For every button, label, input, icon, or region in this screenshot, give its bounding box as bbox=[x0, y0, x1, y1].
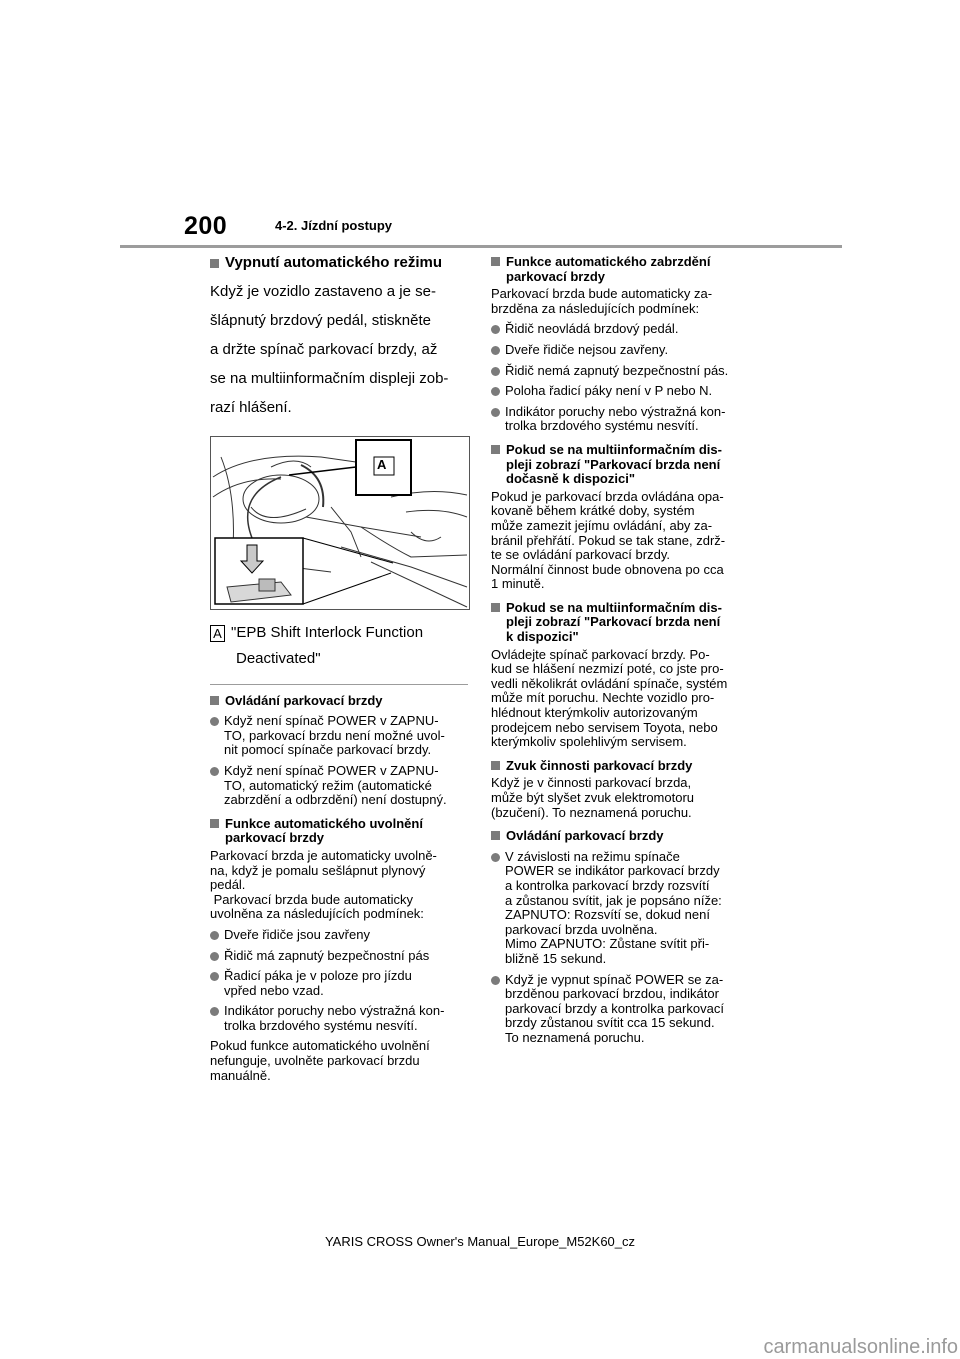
text-line: Řidič má zapnutý bezpečnostní pás bbox=[224, 947, 430, 963]
paragraph bbox=[210, 1039, 468, 1083]
text-line: To neznamená poruchu. bbox=[505, 1029, 645, 1045]
dot-bullet-icon bbox=[491, 367, 500, 376]
caption-line: "EPB Shift Interlock Function bbox=[231, 623, 424, 641]
text-line: může mít poruchu. Nechte vozidlo pro- bbox=[491, 690, 715, 706]
parking-brake-switch-figure bbox=[211, 437, 469, 609]
caption-label-box: A bbox=[210, 625, 225, 642]
text-line: Pokud se na multiinformačním dis- bbox=[506, 441, 722, 457]
list-item bbox=[210, 1004, 468, 1033]
text-line: Mimo ZAPNUTO: Zůstane svítit při- bbox=[505, 936, 710, 952]
list-item bbox=[491, 405, 749, 434]
text-line: te se ovládání parkovací brzdy. bbox=[491, 547, 670, 563]
section-title: 4-2. Jízdní postupy bbox=[275, 218, 393, 233]
list-item bbox=[210, 714, 468, 758]
text-line: Zvuk činnosti parkovací brzdy bbox=[506, 757, 693, 773]
text-line: trolka brzdového systému nesvítí. bbox=[505, 418, 699, 434]
list-item bbox=[210, 969, 468, 998]
page-number: 200 bbox=[184, 212, 228, 240]
main-heading bbox=[210, 256, 468, 271]
figure-label-a: A bbox=[377, 456, 387, 472]
text-line: nefunguje, uvolněte parkovací brzdu bbox=[210, 1053, 420, 1069]
text-line: Dveře řidiče nejsou zavřeny. bbox=[505, 341, 669, 357]
square-bullet-icon bbox=[491, 603, 500, 612]
text-line: se na multiinformačním displeji zob- bbox=[210, 369, 449, 387]
text-line: Parkovací brzda bude automaticky bbox=[210, 891, 414, 907]
text-line: zabrzdění a odbrzdění) není dostupný. bbox=[224, 792, 447, 808]
r5-heading bbox=[491, 829, 749, 844]
section-divider bbox=[210, 684, 468, 685]
dot-bullet-icon bbox=[491, 976, 500, 985]
text-line: Když není spínač POWER v ZAPNU- bbox=[224, 762, 439, 778]
text-line: vpřed nebo vzad. bbox=[224, 982, 324, 998]
text-line: k dispozici" bbox=[506, 629, 579, 645]
text-line: Ovládání parkovací brzdy bbox=[506, 828, 664, 844]
list-item bbox=[491, 322, 749, 337]
r3-heading bbox=[491, 601, 749, 645]
text-line: kud se hlášení nezmizí poté, co jste pro- bbox=[491, 661, 724, 677]
text-line: Řadicí páka je v poloze pro jízdu bbox=[224, 968, 412, 984]
text-line: trolka brzdového systému nesvítí. bbox=[224, 1017, 418, 1033]
footer-text: YARIS CROSS Owner's Manual_Europe_M52K60_cz bbox=[324, 1234, 636, 1249]
r1-heading bbox=[491, 255, 749, 284]
dot-bullet-icon bbox=[210, 931, 219, 940]
caption-line: Deactivated" bbox=[236, 649, 321, 667]
dot-bullet-icon bbox=[491, 346, 500, 355]
text-line: Když je vypnut spínač POWER se za- bbox=[505, 971, 724, 987]
heading-text: Ovládání parkovací brzdy bbox=[225, 692, 383, 708]
square-bullet-icon bbox=[491, 445, 500, 454]
text-line: brzděna za následujících podmínek: bbox=[491, 300, 700, 316]
text-line: dočasně k dispozici" bbox=[506, 471, 635, 487]
text-line: parkovací brzdy bbox=[225, 830, 324, 846]
square-bullet-icon bbox=[491, 831, 500, 840]
text-line: a zůstanou svítit, jak je popsáno níže: bbox=[505, 892, 722, 908]
main-heading-text: Vypnutí automatického režimu bbox=[225, 254, 442, 271]
text-line: může zamezit jejímu ovládání, aby za- bbox=[491, 517, 713, 533]
text-line: pedál. bbox=[210, 877, 246, 893]
text-line: uvolněna za následujících podmínek: bbox=[210, 906, 424, 922]
paragraph bbox=[491, 648, 749, 750]
text-line: bližně 15 sekund. bbox=[505, 950, 607, 966]
text-line: Pokud se na multiinformačním dis- bbox=[506, 599, 722, 615]
text-line: Řidič nemá zapnutý bezpečnostní pás. bbox=[505, 362, 729, 378]
text-line: šlápnutý brzdový pedál, stiskněte bbox=[210, 311, 431, 329]
text-line: Když je vozidlo zastaveno a je se- bbox=[210, 282, 436, 300]
square-bullet-icon bbox=[491, 257, 500, 266]
text-line: parkovací brzda uvolněna. bbox=[505, 921, 658, 937]
list-item bbox=[210, 949, 468, 964]
paragraph bbox=[491, 287, 749, 316]
dot-bullet-icon bbox=[210, 972, 219, 981]
dot-bullet-icon bbox=[210, 952, 219, 961]
s1-heading bbox=[210, 694, 468, 709]
watermark[interactable]: carmanualsonline.info bbox=[763, 1336, 958, 1358]
dot-bullet-icon bbox=[491, 387, 500, 396]
text-line: pleji zobrazí "Parkovací brzda není bbox=[506, 456, 721, 472]
dashboard-illustration bbox=[210, 436, 470, 610]
text-line: Když je v činnosti parkovací brzda, bbox=[491, 775, 692, 791]
s2-heading bbox=[210, 817, 468, 846]
text-line: a kontrolka parkovací brzdy rozsvítí bbox=[505, 877, 710, 893]
r2-heading bbox=[491, 443, 749, 487]
text-line: manuálně. bbox=[210, 1067, 271, 1083]
text-line: nit pomocí spínače parkovací brzdy. bbox=[224, 742, 432, 758]
dot-bullet-icon bbox=[210, 767, 219, 776]
text-line: brzdy zůstanou svítit cca 15 sekund. bbox=[505, 1015, 715, 1031]
text-line: Indikátor poruchy nebo výstražná kon- bbox=[505, 403, 726, 419]
list-item bbox=[491, 850, 749, 967]
r4-heading bbox=[491, 759, 749, 774]
dot-bullet-icon bbox=[491, 408, 500, 417]
text-line: Funkce automatického zabrzdění bbox=[506, 254, 711, 269]
text-line: může být slyšet zvuk elektromotoru bbox=[491, 790, 695, 805]
square-bullet-icon bbox=[210, 819, 219, 828]
text-line: na, když je pomalu sešlápnut plynový bbox=[210, 862, 426, 878]
text-line: Ovládejte spínač parkovací brzdy. Po- bbox=[491, 646, 710, 662]
zoom-inset bbox=[215, 538, 393, 604]
text-line: Pokud funkce automatického uvolnění bbox=[210, 1038, 430, 1054]
dot-bullet-icon bbox=[210, 717, 219, 726]
text-line: vedli několikrát ovládání spínače, systém bbox=[491, 675, 728, 691]
list-item bbox=[491, 343, 749, 358]
main-text bbox=[210, 277, 468, 422]
paragraph bbox=[491, 490, 749, 592]
square-bullet-icon bbox=[210, 259, 219, 268]
text-line: prodejcem nebo servisem Toyota, nebo bbox=[491, 719, 718, 735]
text-line: Poloha řadicí páky není v P nebo N. bbox=[505, 383, 713, 399]
text-line: Parkovací brzda bude automaticky za- bbox=[491, 286, 713, 302]
text-line: kterýmkoliv spolehlivým servisem. bbox=[491, 734, 687, 750]
text-line: kovaně během krátké doby, systém bbox=[491, 503, 695, 519]
dot-bullet-icon bbox=[491, 325, 500, 334]
dot-bullet-icon bbox=[491, 853, 500, 862]
text-line: bránil přehřátí. Pokud se tak stane, zdrž- bbox=[491, 532, 726, 548]
list-item bbox=[210, 928, 468, 943]
dot-bullet-icon bbox=[210, 1007, 219, 1016]
list-item bbox=[491, 973, 749, 1046]
square-bullet-icon bbox=[210, 696, 219, 705]
text-line: Funkce automatického uvolnění bbox=[225, 815, 423, 831]
list-item bbox=[491, 384, 749, 399]
list-item bbox=[210, 764, 468, 808]
text-line: Parkovací brzda je automaticky uvolně- bbox=[210, 847, 437, 863]
text-line: ZAPNUTO: Rozsvítí se, dokud není bbox=[505, 907, 710, 923]
text-line: Pokud je parkovací brzda ovládána opa- bbox=[491, 488, 724, 504]
text-line: parkovací brzdy bbox=[506, 268, 605, 284]
text-line: TO, parkovací brzdu není možné uvol- bbox=[224, 727, 445, 743]
text-line: TO, automatický režim (automatické bbox=[224, 777, 432, 793]
text-line: brzděnou parkovací brzdou, indikátor bbox=[505, 986, 719, 1002]
text-line: V závislosti na režimu spínače bbox=[505, 848, 680, 864]
text-line: 1 minutě. bbox=[491, 576, 545, 592]
text-line: pleji zobrazí "Parkovací brzda není bbox=[506, 614, 721, 630]
text-line: razí hlášení. bbox=[210, 398, 292, 416]
paragraph bbox=[210, 849, 468, 922]
text-line: Indikátor poruchy nebo výstražná kon- bbox=[224, 1003, 445, 1019]
text-line: a držte spínač parkovací brzdy, až bbox=[210, 340, 438, 358]
text-line: (bzučení). To neznamená poruchu. bbox=[491, 804, 692, 820]
text-line: POWER se indikátor parkovací brzdy bbox=[505, 863, 720, 879]
text-line: Řidič neovládá brzdový pedál. bbox=[505, 321, 679, 337]
text-line: parkovací brzdy a kontrolka parkovací bbox=[505, 1000, 724, 1016]
text-line: Dveře řidiče jsou zavřeny bbox=[224, 926, 370, 942]
list-item bbox=[491, 364, 749, 379]
paragraph bbox=[491, 776, 749, 820]
right-column bbox=[491, 246, 749, 1046]
figure-caption bbox=[210, 620, 468, 672]
text-line: Když není spínač POWER v ZAPNU- bbox=[224, 713, 439, 729]
text-line: Normální činnost bude obnovena po cca bbox=[491, 561, 724, 577]
left-column bbox=[210, 256, 468, 1083]
text-line: hlédnout kterýmkoliv autorizovaným bbox=[491, 705, 698, 721]
square-bullet-icon bbox=[491, 761, 500, 770]
